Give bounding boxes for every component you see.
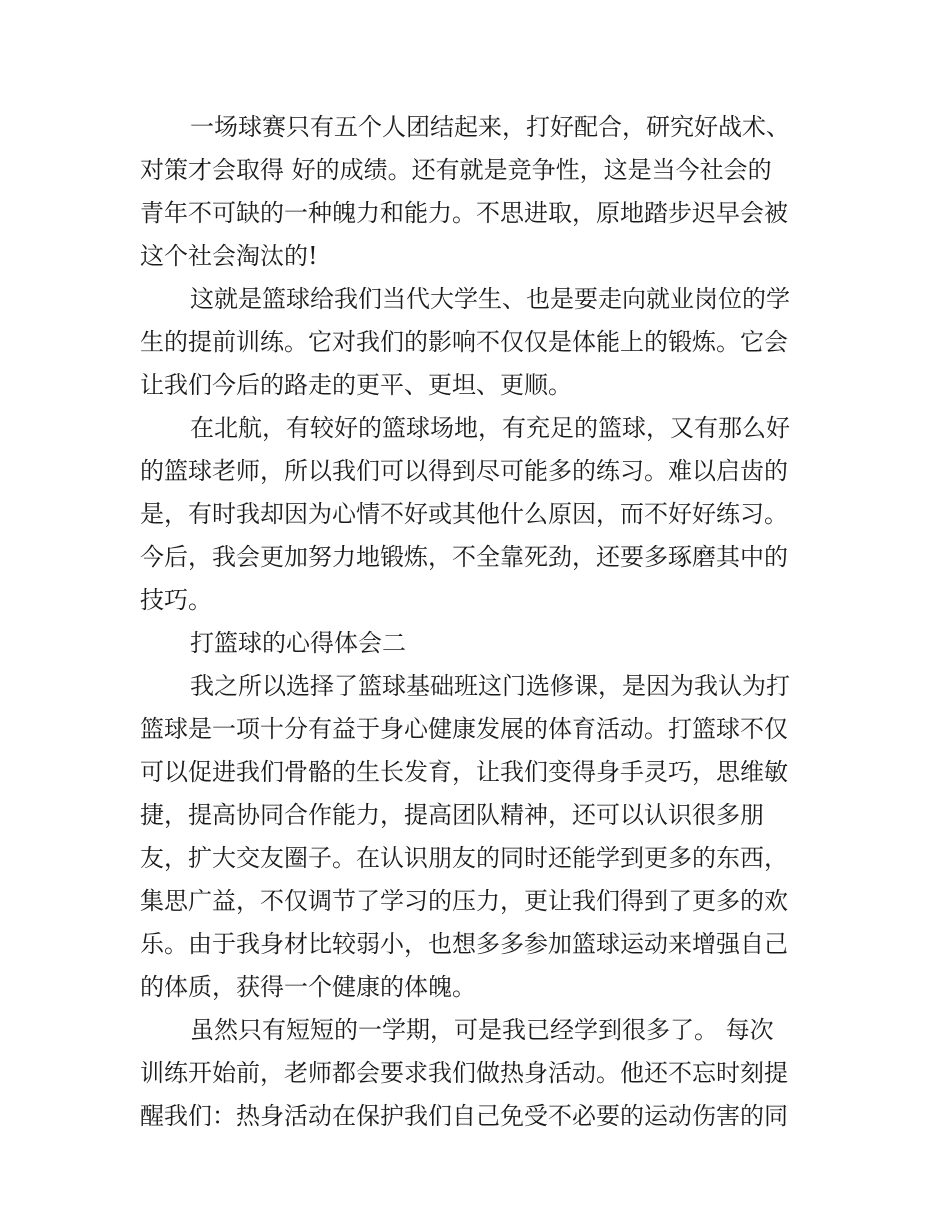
text-line: 训练开始前，老师都会要求我们做热身活动。他还不忘时刻提 xyxy=(140,1059,788,1087)
text-line: 让我们今后的路走的更平、更坦、更顺。 xyxy=(140,371,572,399)
text-line: 青年不可缺的一种魄力和能力。不思进取，原地踏步迟早会被 xyxy=(140,199,788,227)
text-line: 友，扩大交友圈子。在认识朋友的同时还能学到更多的东西， xyxy=(140,844,788,872)
text-line: 我之所以选择了篮球基础班这门选修课，是因为我认为打 xyxy=(190,672,790,700)
text-line: 这就是篮球给我们当代大学生、也是要走向就业岗位的学 xyxy=(190,285,790,313)
text-line: 技巧。 xyxy=(140,586,212,614)
body-text xyxy=(140,106,820,1138)
text-line: 的篮球老师，所以我们可以得到尽可能多的练习。难以启齿的 xyxy=(140,457,788,485)
text-line: 捷，提高协同合作能力，提高团队精神，还可以认识很多朋 xyxy=(140,801,764,829)
text-line: 是，有时我却因为心情不好或其他什么原因，而不好好练习。 xyxy=(140,500,788,528)
text-line: 这个社会淘汰的! xyxy=(140,242,318,270)
text-line: 篮球是一项十分有益于身心健康发展的体育活动。打篮球不仅 xyxy=(140,715,788,743)
text-line: 一场球赛只有五个人团结起来，打好配合，研究好战术、 xyxy=(190,113,790,141)
text-line: 打篮球的心得体会二 xyxy=(190,629,406,657)
text-line: 对策才会取得 好的成绩。还有就是竞争性，这是当今社会的 xyxy=(140,156,772,184)
text-line: 虽然只有短短的一学期，可是我已经学到很多了。 每次 xyxy=(190,1016,774,1044)
text-line: 生的提前训练。它对我们的影响不仅仅是体能上的锻炼。它会 xyxy=(140,328,788,356)
text-line: 醒我们：热身活动在保护我们自己免受不必要的运动伤害的同 xyxy=(140,1102,788,1130)
text-line: 乐。由于我身材比较弱小，也想多多参加篮球运动来增强自己 xyxy=(140,930,788,958)
text-line: 可以促进我们骨骼的生长发育，让我们变得身手灵巧，思维敏 xyxy=(140,758,788,786)
text-line: 的体质，获得一个健康的体魄。 xyxy=(140,973,476,1001)
text-line: 今后，我会更加努力地锻炼，不全靠死劲，还要多琢磨其中的 xyxy=(140,543,788,571)
text-line: 在北航，有较好的篮球场地，有充足的篮球，又有那么好 xyxy=(190,414,790,442)
text-line: 集思广益，不仅调节了学习的压力，更让我们得到了更多的欢 xyxy=(140,887,788,915)
